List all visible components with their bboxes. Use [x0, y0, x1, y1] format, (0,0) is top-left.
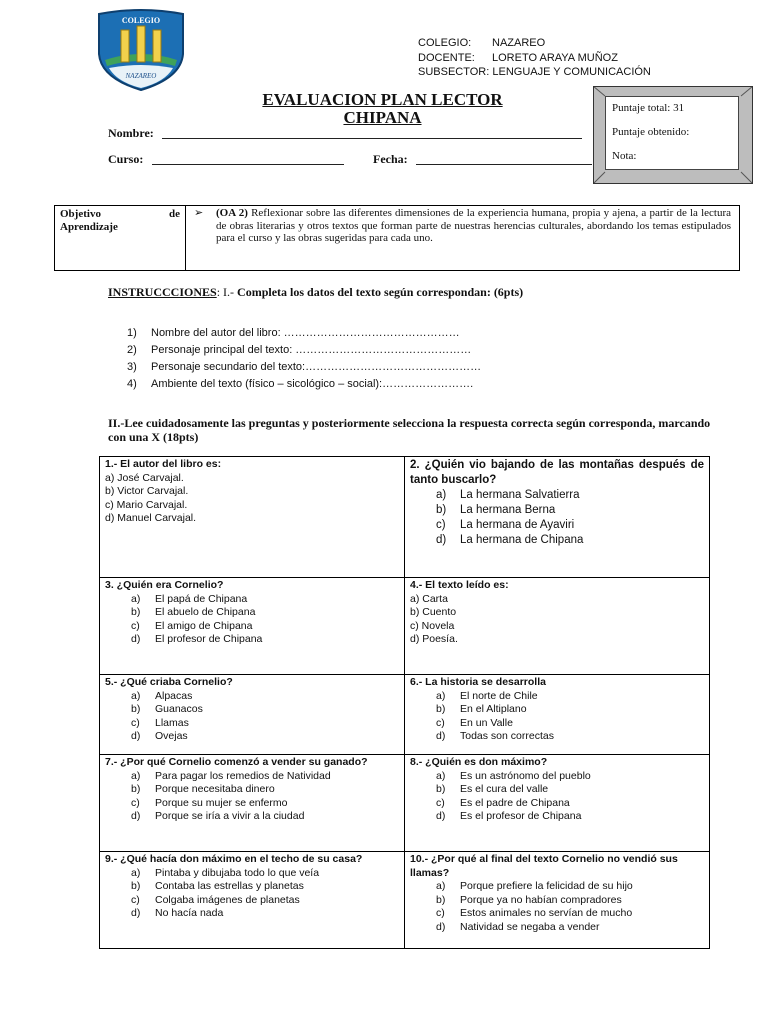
- question-7: 7.- ¿Por qué Cornelio comenzó a vender su ganado? a) Para pagar los remedios de Natividad b) Porque necesitaba dinero c) Porque su mujer se enfermo d) Porque se iría a vivir a la ciudad: [100, 755, 405, 852]
- option[interactable]: a) Carta: [410, 592, 448, 605]
- option[interactable]: c) Mario Carvajal.: [105, 498, 188, 511]
- question-10: 10.- ¿Por qué al final del texto Cornelio no vendió sus llamas? a) Porque prefiere la felicidad de su hijo b) Porque ya no habían compradores c) Estos animales no servían de mucho d) Natividad se negaba a vender: [405, 852, 710, 949]
- option[interactable]: d) Porque se iría a vivir a la ciudad: [131, 810, 305, 823]
- school-logo-shield: [95, 8, 187, 92]
- option[interactable]: b) Cuento: [410, 606, 457, 619]
- option[interactable]: a) Es un astrónomo del pueblo: [436, 769, 591, 782]
- course-field[interactable]: [152, 164, 344, 165]
- title-line-1: EVALUACION PLAN LECTOR: [262, 90, 503, 109]
- option[interactable]: b) La hermana Berna: [436, 504, 556, 516]
- score-panel: [605, 96, 739, 170]
- objective-text: Reflexionar sobre las diferentes dimensiones de la experiencia humana, propia y ajena, a partir de la lectura de obras literarias y otros textos que forman parte de nuestras herencias culturales, abordando los temas estipulados para el curso y las obras sugeridas para cada uno.: [216, 207, 731, 244]
- date-field[interactable]: [416, 164, 592, 165]
- option[interactable]: c) Llamas: [131, 716, 189, 729]
- school-info: [418, 36, 651, 80]
- subject-line: SUBSECTOR: LENGUAJE Y COMUNICACIÓN: [418, 66, 651, 78]
- option[interactable]: c) Porque su mujer se enfermo: [131, 796, 288, 809]
- objective-content: [186, 206, 739, 270]
- name-field[interactable]: [162, 138, 582, 139]
- option[interactable]: d) Es el profesor de Chipana: [436, 810, 582, 823]
- list-item[interactable]: 1) Nombre del autor del libro: …………………………………………: [127, 327, 460, 339]
- part1-list: [127, 325, 481, 393]
- part2-instructions: II.-Lee cuidadosamente las preguntas y posteriormente selecciona la respuesta correcta según corresponda, marcando con una X (18pts): [108, 416, 711, 444]
- option[interactable]: d) No hacía nada: [131, 907, 224, 920]
- instructions-text: Completa los datos del texto según correspondan: (6pts): [237, 285, 524, 299]
- option[interactable]: a) El papá de Chipana: [131, 592, 248, 605]
- question-4: 4.- El texto leído es: a) Carta b) Cuento c) Novela d) Poesía.: [405, 578, 710, 675]
- school-value: NAZAREO: [492, 37, 546, 49]
- score-box: [593, 86, 753, 184]
- questions-table: [99, 456, 710, 949]
- question-8: 8.- ¿Quién es don máximo? a) Es un astrónomo del pueblo b) Es el cura del valle c) Es el padre de Chipana d) Es el profesor de Chipana: [405, 755, 710, 852]
- option[interactable]: d) La hermana de Chipana: [436, 534, 584, 546]
- option[interactable]: a) Para pagar los remedios de Natividad: [131, 769, 331, 782]
- score-obtained[interactable]: Puntaje obtenido:: [612, 126, 690, 138]
- option[interactable]: b) Es el cura del valle: [436, 783, 549, 796]
- objective-label-b: de: [169, 208, 180, 220]
- option[interactable]: a) Porque prefiere la felicidad de su hijo: [436, 880, 633, 893]
- objective-code: (OA 2): [216, 207, 248, 219]
- option[interactable]: c) Novela: [410, 619, 455, 632]
- date-label: Fecha:: [373, 152, 408, 166]
- option[interactable]: b) Porque necesitaba dinero: [131, 783, 275, 796]
- option[interactable]: b) Porque ya no habían compradores: [436, 893, 622, 906]
- logo-bottom-text: NAZAREO: [125, 72, 157, 80]
- score-grade[interactable]: Nota:: [612, 150, 637, 162]
- option[interactable]: b) En el Altiplano: [436, 703, 527, 716]
- question-9: 9.- ¿Qué hacía don máximo en el techo de su casa? a) Pintaba y dibujaba todo lo que veía b) Contaba las estrellas y planetas c) Colgaba imágenes de planetas d) No hacía nada: [100, 852, 405, 949]
- option[interactable]: a) La hermana Salvatierra: [436, 489, 580, 501]
- option[interactable]: d) Poesía.: [410, 633, 458, 646]
- option[interactable]: d) Ovejas: [131, 730, 188, 743]
- teacher-label: DOCENTE:: [418, 51, 475, 64]
- option[interactable]: d) El profesor de Chipana: [131, 633, 263, 646]
- option[interactable]: c) El amigo de Chipana: [131, 619, 253, 632]
- title-line-2: CHIPANA: [343, 108, 422, 127]
- instructions: [108, 285, 523, 300]
- school-label: COLEGIO:: [418, 37, 472, 49]
- list-item[interactable]: 3) Personaje secundario del texto:…………………………………………: [127, 361, 482, 373]
- instructions-label: INSTRUCCCIONES: [108, 285, 217, 299]
- option[interactable]: a) José Carvajal.: [105, 471, 184, 484]
- option[interactable]: c) En un Valle: [436, 716, 513, 729]
- option[interactable]: d) Manuel Carvajal.: [105, 512, 197, 525]
- option[interactable]: b) Guanacos: [131, 703, 203, 716]
- option[interactable]: c) La hermana de Ayaviri: [436, 519, 575, 531]
- option[interactable]: c) Colgaba imágenes de planetas: [131, 893, 300, 906]
- course-label: Curso:: [108, 152, 144, 166]
- objective-label-a: Objetivo: [60, 208, 101, 220]
- arrow-bullet-icon: ➢: [194, 207, 204, 219]
- instructions-sep: : I.-: [216, 285, 238, 299]
- question-1: 1.- El autor del libro es: a) José Carvajal. b) Victor Carvajal. c) Mario Carvajal. d) Manuel Carvajal.: [100, 457, 405, 578]
- option[interactable]: b) El abuelo de Chipana: [131, 606, 256, 619]
- option[interactable]: a) El norte de Chile: [436, 689, 538, 702]
- objective-label: [55, 206, 186, 270]
- question-3: 3. ¿Quién era Cornelio? a) El papá de Chipana b) El abuelo de Chipana c) El amigo de Chipana d) El profesor de Chipana: [100, 578, 405, 675]
- question-5: 5.- ¿Qué criaba Cornelio? a) Alpacas b) Guanacos c) Llamas d) Ovejas: [100, 675, 405, 755]
- list-item[interactable]: 4) Ambiente del texto (físico – sicológico – social):…………………….: [127, 378, 474, 390]
- option[interactable]: d) Todas son correctas: [436, 730, 554, 743]
- option[interactable]: b) Victor Carvajal.: [105, 485, 189, 498]
- learning-objective-table: [54, 205, 740, 271]
- option[interactable]: a) Alpacas: [131, 689, 193, 702]
- option[interactable]: a) Pintaba y dibujaba todo lo que veía: [131, 866, 320, 879]
- name-label: Nombre:: [108, 126, 154, 140]
- option[interactable]: c) Estos animales no servían de mucho: [436, 907, 633, 920]
- page-title: [200, 91, 565, 127]
- objective-label-c: Aprendizaje: [60, 221, 118, 233]
- score-total: Puntaje total: 31: [612, 102, 685, 114]
- question-6: 6.- La historia se desarrolla a) El norte de Chile b) En el Altiplano c) En un Valle d) Todas son correctas: [405, 675, 710, 755]
- question-2: 2. ¿Quién vio bajando de las montañas después de tanto buscarlo? a) La hermana Salvatierra b) La hermana Berna c) La hermana de Ayaviri d) La hermana de Chipana: [405, 457, 710, 578]
- option[interactable]: b) Contaba las estrellas y planetas: [131, 880, 304, 893]
- teacher-value: LORETO ARAYA MUÑOZ: [492, 51, 618, 64]
- list-item[interactable]: 2) Personaje principal del texto: …………………………………………: [127, 344, 472, 356]
- option[interactable]: c) Es el padre de Chipana: [436, 796, 570, 809]
- logo-title: COLEGIO: [121, 16, 161, 25]
- option[interactable]: d) Natividad se negaba a vender: [436, 920, 600, 933]
